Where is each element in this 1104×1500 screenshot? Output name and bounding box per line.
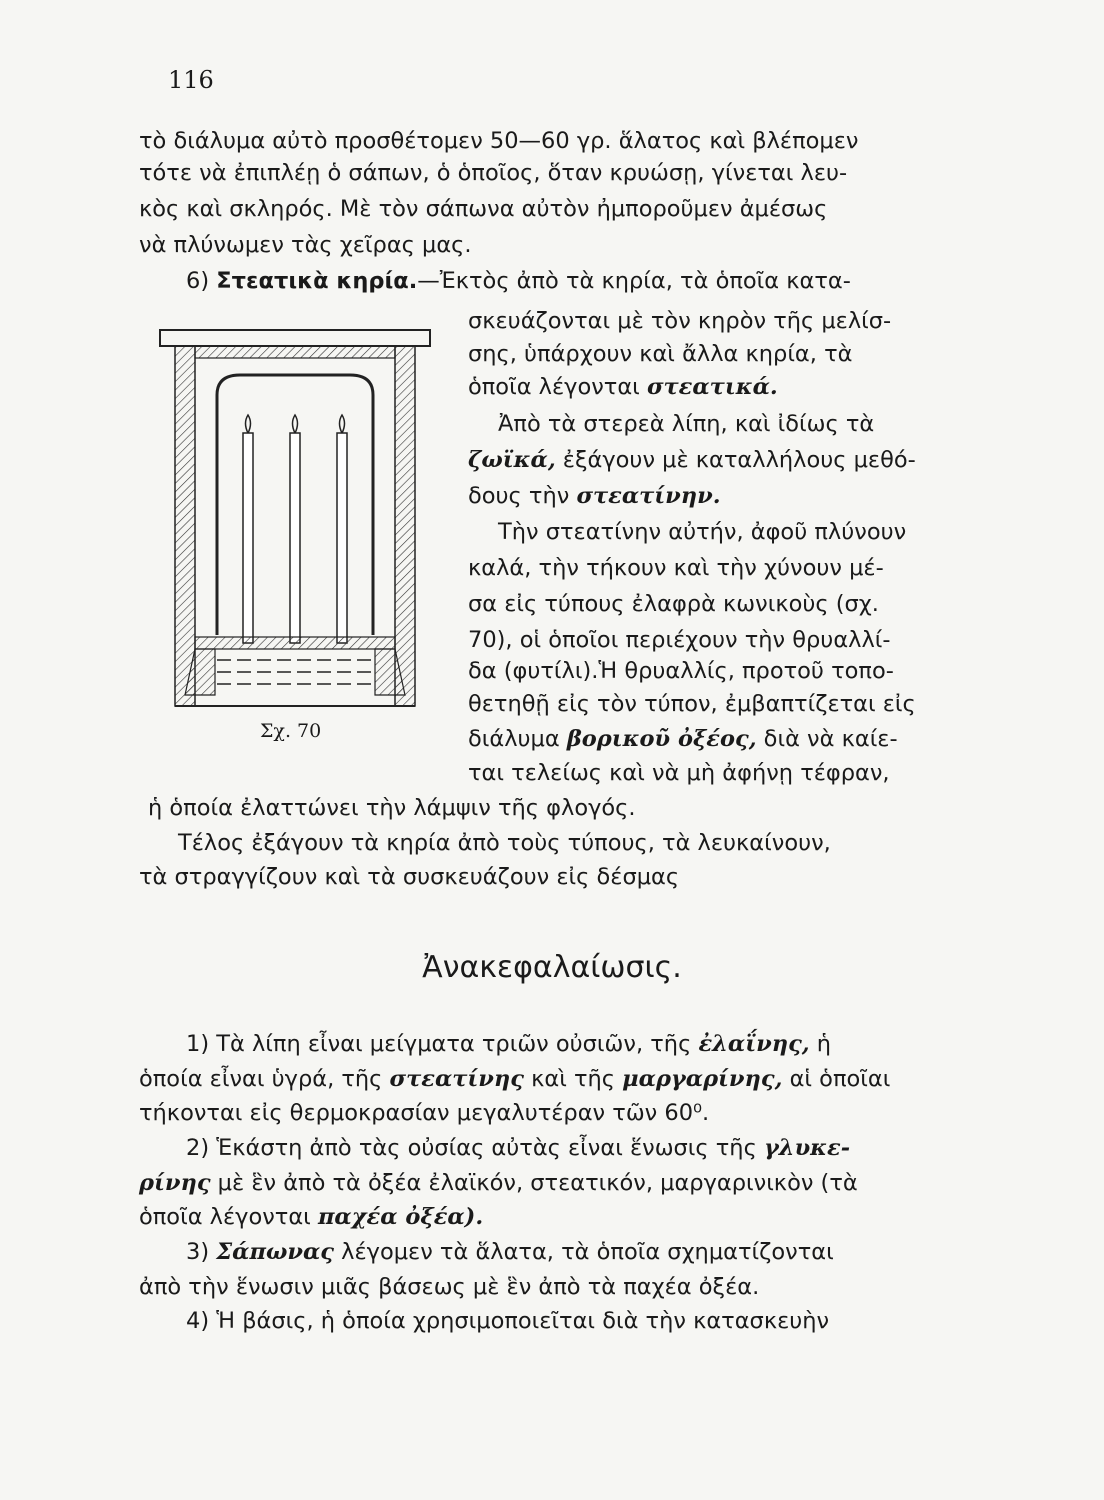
text-line: Ἀπὸ τὰ στερεὰ λίπη, καὶ ἰδίως τὰ [498, 411, 875, 437]
text-line: ὁποῖα λέγονται στεατικά. [468, 374, 778, 400]
text-line: σα εἰς τύπους ἐλαφρὰ κωνικοὺς (σχ. [468, 591, 879, 617]
text-line: σκευάζονται μὲ τὸν κηρὸν τῆς μελίσ- [468, 308, 892, 334]
term-boric-acid: βορικοῦ ὀξέος, [566, 726, 757, 752]
term-stearic: στεατικά. [646, 374, 778, 400]
mold-base [175, 637, 415, 706]
text-line: ζωϊκά, ἐξάγουν μὲ καταλλήλους μεθό- [468, 447, 916, 473]
summary-item-4: 4) Ἡ βάσις, ἡ ὁποία χρησιμοποιεῖται διὰ τὴν κατασκευὴν [186, 1308, 830, 1334]
text-line: καλά, τὴν τήκουν καὶ τὴν χύνουν μέ- [468, 555, 884, 581]
text-line: ρίνης μὲ ἓν ἀπὸ τὰ ὀξέα ἐλαϊκόν, στεατικόν, μαργαρινικὸν (τὰ [139, 1170, 858, 1196]
text-line: ἀπὸ τὴν ἕνωσιν μιᾶς βάσεως μὲ ἓν ἀπὸ τὰ παχέα ὀξέα. [139, 1274, 760, 1300]
figure-caption: Σχ. 70 [260, 720, 322, 742]
text-line: τὸ διάλυμα αὐτὸ προσθέτομεν 50—60 γρ. ἅλατος καὶ βλέπομεν [139, 128, 859, 154]
term-stearin: στεατίνην. [576, 483, 721, 509]
text-line: διάλυμα βορικοῦ ὀξέος, διὰ νὰ καίε- [468, 726, 898, 752]
candle-2 [290, 415, 300, 643]
text-line: ται τελείως καὶ νὰ μὴ ἀφήνῃ τέφραν, [468, 760, 890, 786]
section-title: Στεατικὰ κηρία. [216, 268, 418, 294]
summary-item-1: 1) Τὰ λίπη εἶναι μείγματα τριῶν οὐσιῶν, τῆς ἐλαΐνης, ἡ [186, 1031, 832, 1057]
text-line: τήκονται εἰς θερμοκρασίαν μεγαλυτέραν τῶν 60⁰. [139, 1100, 710, 1126]
text-line: δα (φυτίλι).Ἡ θρυαλλίς, προτοῦ τοπο- [468, 658, 894, 684]
candle-1 [243, 415, 253, 643]
text-line: νὰ πλύνωμεν τὰς χεῖρας μας. [139, 232, 472, 258]
candle-3 [337, 415, 347, 643]
section-text: —Ἐκτὸς ἀπὸ τὰ κηρία, τὰ ὁποῖα κατα- [417, 268, 851, 294]
text-line: ὁποία εἶναι ὑγρά, τῆς στεατίνης καὶ τῆς μαργαρίνης, αἱ ὁποῖαι [139, 1066, 891, 1092]
text-line: τότε νὰ ἐπιπλέῃ ὁ σάπων, ὁ ὁποῖος, ὅταν κρυώσῃ, γίνεται λευ- [139, 160, 848, 186]
page-number: 116 [168, 66, 214, 94]
text-line: σης, ὑπάρχουν καὶ ἄλλα κηρία, τὰ [468, 341, 853, 367]
text-line: θετηθῇ εἰς τὸν τύπον, ἐμβαπτίζεται εἰς [468, 691, 916, 717]
summary-heading: Ἀνακεφαλαίωσις. [422, 950, 682, 985]
summary-item-2: 2) Ἑκάστη ἀπὸ τὰς οὐσίας αὐτὰς εἶναι ἕνωσις τῆς γλυκε- [186, 1135, 851, 1161]
mold-lid [160, 330, 430, 346]
text-line: Τὴν στεατίνην αὐτήν, ἀφοῦ πλύνουν [498, 519, 907, 545]
text-line: κὸς καὶ σκληρός. Μὲ τὸν σάπωνα αὐτὸν ἠμποροῦμεν ἀμέσως [139, 196, 828, 222]
summary-item-3: 3) Σάπωνας λέγομεν τὰ ἅλατα, τὰ ὁποῖα σχηματίζονται [186, 1239, 834, 1265]
text-line: τὰ στραγγίζουν καὶ τὰ συσκευάζουν εἰς δέσμας [139, 864, 680, 890]
text-line: 70), οἱ ὁποῖοι περιέχουν τὴν θρυαλλί- [468, 627, 891, 653]
text-line: Τέλος ἐξάγουν τὰ κηρία ἀπὸ τοὺς τύπους, τὰ λευκαίνουν, [178, 830, 831, 856]
term-animal: ζωϊκά, [468, 447, 556, 473]
candle-mold-figure [155, 325, 440, 725]
text-line: ὁποῖα λέγονται παχέα ὀξέα). [139, 1204, 484, 1230]
section-heading-line [186, 270, 851, 293]
text-line: δους τὴν στεατίνην. [468, 483, 721, 509]
section-number: 6) [186, 268, 210, 294]
text-line: ἡ ὁποία ἐλαττώνει τὴν λάμψιν τῆς φλογός. [148, 795, 636, 821]
